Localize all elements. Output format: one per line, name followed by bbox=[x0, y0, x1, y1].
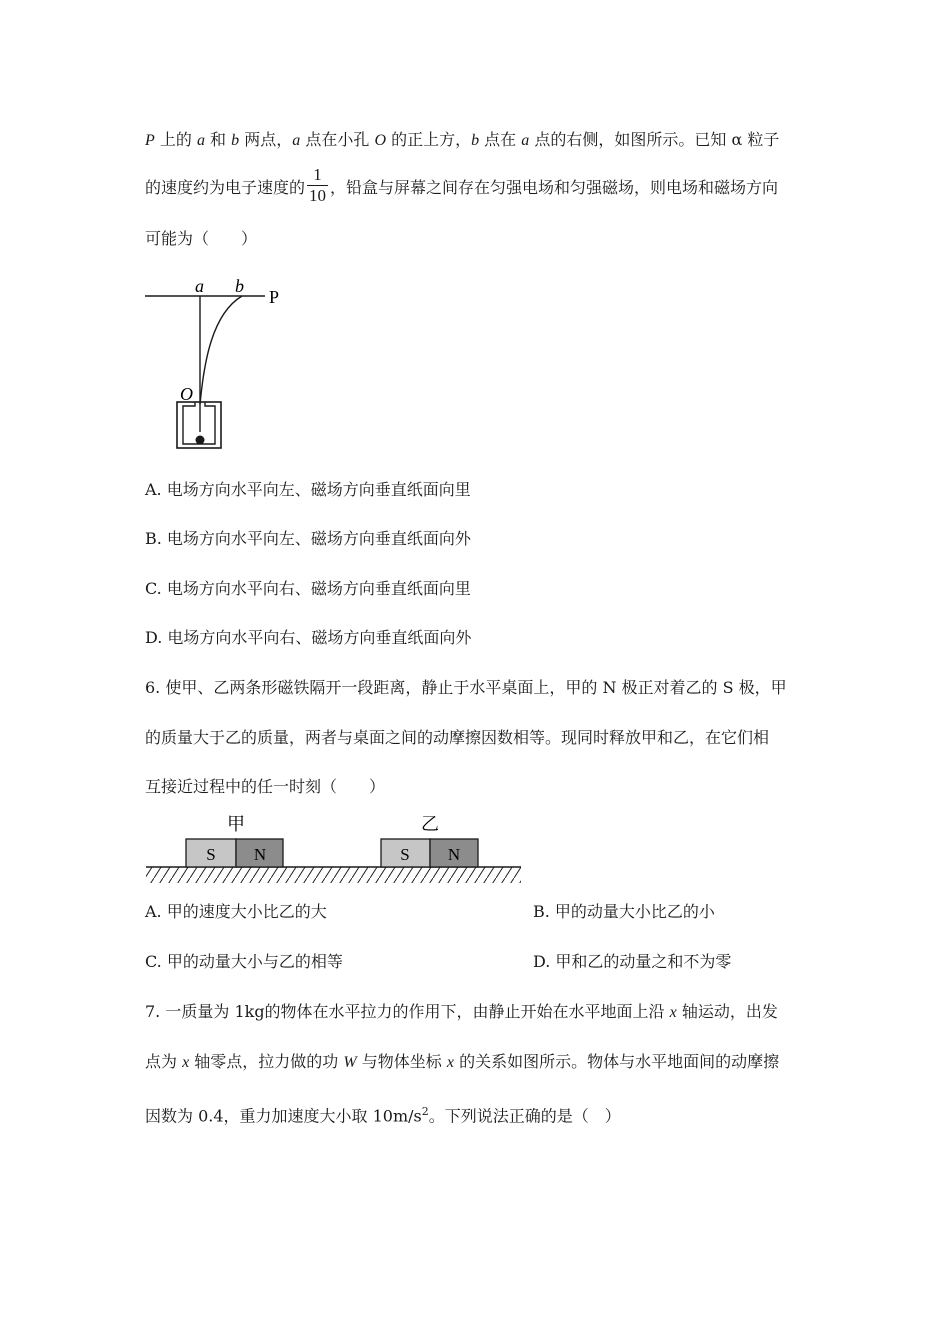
pole-label-s: S bbox=[206, 845, 216, 864]
q7-line-3 bbox=[145, 1100, 621, 1128]
magnets-figure bbox=[145, 808, 525, 888]
q6-option-a: A. 甲的速度大小比乙的大 bbox=[145, 902, 327, 921]
var-W: W bbox=[343, 1054, 357, 1071]
text: 点为 bbox=[145, 1052, 183, 1071]
text: 两点， bbox=[239, 130, 293, 149]
label-O: O bbox=[374, 132, 386, 149]
radioactive-source bbox=[196, 436, 205, 445]
label-a: a bbox=[195, 276, 204, 296]
text: 因数为 0.4，重力加速度大小取 10m/s bbox=[145, 1106, 422, 1126]
text: 上的 bbox=[154, 130, 197, 149]
text: 。下列说法正确的是（ ） bbox=[428, 1106, 621, 1126]
q5-line-3: 可能为（ ） bbox=[145, 229, 258, 248]
q6-option-d: D. 甲和乙的动量之和不为零 bbox=[533, 952, 732, 971]
text: 的速度约为电子速度的 bbox=[145, 178, 306, 197]
q6-line-1: 6. 使甲、乙两条形磁铁隔开一段距离，静止于水平桌面上，甲的 N 极正对着乙的 S 极，甲 bbox=[145, 678, 787, 697]
label-O: O bbox=[180, 384, 193, 404]
label-yi: 乙 bbox=[421, 814, 439, 835]
q6-line-2: 的质量大于乙的质量，两者与桌面之间的动摩擦因数相等。现同时释放甲和乙，在它们相 bbox=[145, 728, 770, 747]
var-x: x bbox=[446, 1054, 455, 1071]
pole-label-n: N bbox=[253, 845, 267, 864]
pole-label-s: S bbox=[400, 845, 410, 864]
q5-line-2 bbox=[145, 166, 778, 210]
q5-option-b: B. 电场方向水平向左、磁场方向垂直纸面向外 bbox=[145, 529, 471, 548]
text: 7. 一质量为 1kg的物体在水平拉力的作用下，由静止开始在水平地面上沿 bbox=[145, 1002, 670, 1021]
pole-label-n: N bbox=[447, 845, 461, 864]
text: 轴零点，拉力做的功 bbox=[189, 1052, 344, 1071]
q5-option-c: C. 电场方向水平向右、磁场方向垂直纸面向里 bbox=[145, 579, 471, 598]
text: 点在 bbox=[479, 130, 522, 149]
label-a: a bbox=[521, 132, 530, 149]
label-b: b bbox=[471, 132, 480, 149]
q5-option-d: D. 电场方向水平向右、磁场方向垂直纸面向外 bbox=[145, 628, 472, 647]
text: 轴运动，出发 bbox=[676, 1002, 778, 1021]
text: 点在小孔 bbox=[300, 130, 375, 149]
text: 的正上方， bbox=[386, 130, 472, 149]
q7-line-1 bbox=[145, 1000, 778, 1025]
q5-line-1 bbox=[145, 128, 779, 153]
label-a: a bbox=[196, 132, 205, 149]
text: 和 bbox=[204, 130, 232, 149]
text: ，铅盒与屏幕之间存在匀强电场和匀强磁场，则电场和磁场方向 bbox=[330, 178, 779, 197]
var-x: x bbox=[182, 1054, 190, 1071]
fraction-one-tenth bbox=[307, 165, 328, 206]
text: 的关系如图所示。物体与水平地面间的动摩擦 bbox=[454, 1052, 780, 1071]
alpha-particle-figure bbox=[140, 272, 300, 454]
q6-option-c: C. 甲的动量大小与乙的相等 bbox=[145, 952, 343, 971]
table-hatching bbox=[146, 867, 521, 883]
label-P: P bbox=[145, 132, 155, 149]
fraction-numerator: 1 bbox=[307, 165, 328, 186]
label-a: a bbox=[292, 132, 301, 149]
superscript: 2 bbox=[421, 1105, 429, 1118]
text: 点的右侧，如图所示。已知 α 粒子 bbox=[529, 130, 780, 149]
q7-line-2 bbox=[145, 1050, 779, 1075]
q5-option-a: A. 电场方向水平向左、磁场方向垂直纸面向里 bbox=[145, 480, 471, 499]
label-P: P bbox=[269, 287, 280, 307]
text: 与物体坐标 bbox=[356, 1052, 447, 1071]
label-b: b bbox=[231, 132, 240, 149]
label-jia: 甲 bbox=[227, 814, 245, 835]
var-x: x bbox=[669, 1004, 677, 1021]
curved-path bbox=[200, 296, 242, 404]
label-b: b bbox=[235, 276, 244, 296]
q6-line-3: 互接近过程中的任一时刻（ ） bbox=[145, 777, 386, 796]
fraction-denominator: 10 bbox=[309, 186, 327, 205]
q6-option-b: B. 甲的动量大小比乙的小 bbox=[533, 902, 715, 921]
